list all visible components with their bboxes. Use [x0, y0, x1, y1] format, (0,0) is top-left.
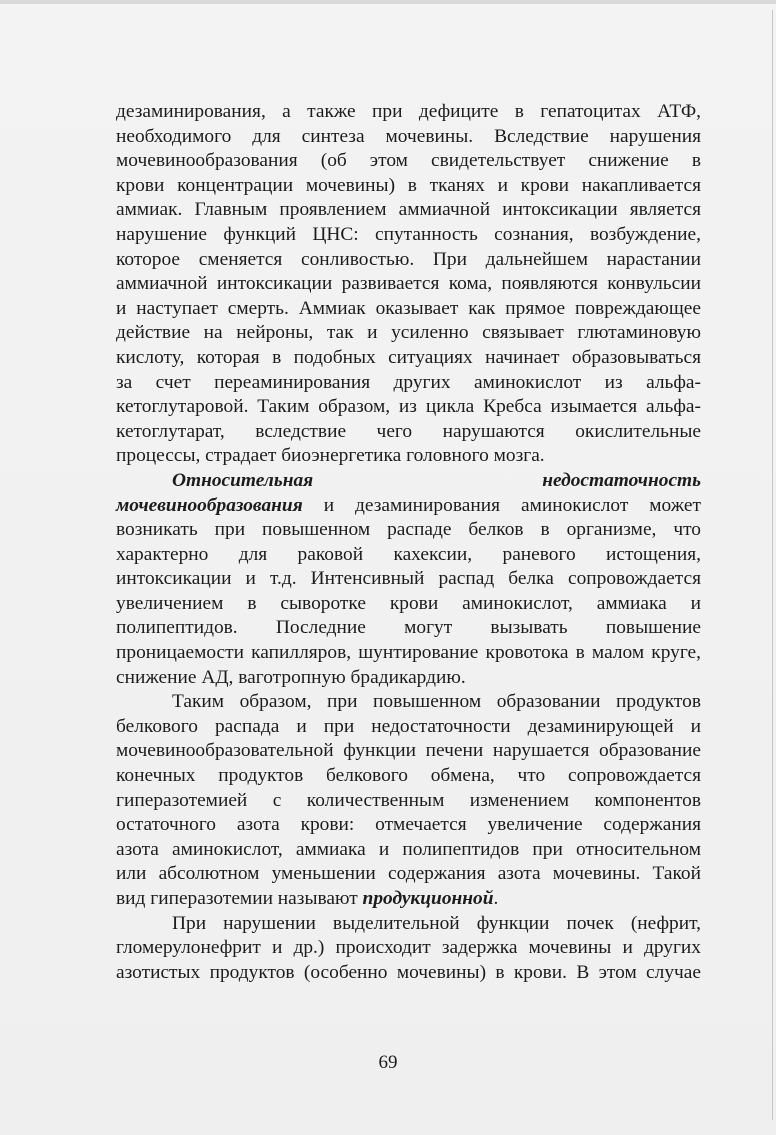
text-line: которое сменяется сонливостью. При дальнейшем нарастании — [116, 248, 701, 270]
text-line: азотистых продуктов (особенно мочевины) в крови. В этом случае — [116, 961, 701, 983]
page-top-edge — [0, 0, 776, 4]
text-line: белкового распада и при недостаточности дезаминирующей и — [116, 715, 701, 737]
text-line: кетоглутарат, вследствие чего нарушаются окислительные — [116, 420, 701, 442]
text-run: и дезаминирования аминокислот может — [302, 494, 701, 516]
text-line — [116, 494, 701, 519]
text-line: крови концентрации мочевины) в тканях и крови накапливается — [116, 174, 701, 196]
text-line — [116, 887, 701, 912]
text-line: аммиак. Главным проявлением аммиачной интоксикации является — [116, 199, 701, 221]
text-run: . — [493, 888, 499, 909]
text-line: аммиачной интоксикации развивается кома, появляются конвульсии — [116, 273, 701, 295]
text-line: кетоглутаровой. Таким образом, из цикла Кребса изымается альфа- — [116, 396, 701, 418]
text-line: гломерулонефрит и др.) происходит задержка мочевины и других — [116, 937, 701, 959]
text-line: или абсолютном уменьшении содержания азота мочевины. Такой — [116, 863, 701, 885]
text-line: действие на нейроны, так и усиленно связывает глютаминовую — [116, 322, 701, 344]
text-line-emphasis: Относительная недостаточность — [172, 469, 701, 491]
text-line: полипептидов. Последние могут вызывать повышение — [116, 617, 701, 639]
text-line: и наступает смерть. Аммиак оказывает как прямое повреждающее — [116, 297, 701, 319]
text-line: увеличением в сыворотке крови аминокислот, аммиака и — [116, 592, 701, 614]
emphasis-term: продукционной — [362, 888, 494, 909]
text-line: мочевинообразования (об этом свидетельствует снижение в — [116, 150, 701, 172]
text-line: кислоту, которая в подобных ситуациях начинает образовываться — [116, 346, 701, 368]
text-line: дезаминирования, а также при дефиците в гепатоцитах АТФ, — [116, 101, 701, 122]
text-line: гиперазотемией с количественным изменением компонентов — [116, 789, 701, 811]
text-line: остаточного азота крови: отмечается увеличение содержания — [116, 814, 701, 836]
text-line: характерно для раковой кахексии, раневого истощения, — [116, 543, 701, 565]
text-line: необходимого для синтеза мочевины. Вследствие нарушения — [116, 125, 701, 147]
page-number: 69 — [378, 1052, 398, 1073]
text-line: снижение АД, ваготропную брадикардию. — [116, 666, 466, 688]
text-line: за счет переаминирования других аминокислот из альфа- — [116, 371, 701, 393]
text-line: азота аминокислот, аммиака и полипептидов при относительном — [116, 838, 701, 860]
page-body-text — [116, 100, 701, 985]
text-line: мочевинообразовательной функции печени нарушается образование — [116, 740, 701, 762]
text-line: интоксикации и т.д. Интенсивный распад белка сопровождается — [116, 568, 701, 590]
text-line: процессы, страдает биоэнергетика головного мозга. — [116, 445, 545, 467]
text-line: нарушение функций ЦНС: спутанность сознания, возбуждение, — [116, 223, 701, 245]
text-line: возникать при повышенном распаде белков в организме, что — [116, 519, 701, 541]
emphasis-term: мочевинообразования — [116, 494, 303, 516]
text-line: проницаемости капилляров, шунтирование кровотока в малом круге, — [116, 642, 701, 664]
text-line: При нарушении выделительной функции почек (нефрит, — [172, 912, 701, 934]
text-line: Таким образом, при повышенном образовании продуктов — [172, 691, 701, 713]
text-run: вид гиперазотемии называют — [116, 888, 363, 909]
page-right-edge — [772, 10, 773, 1120]
text-line: конечных продуктов белкового обмена, что сопровождается — [116, 765, 701, 787]
